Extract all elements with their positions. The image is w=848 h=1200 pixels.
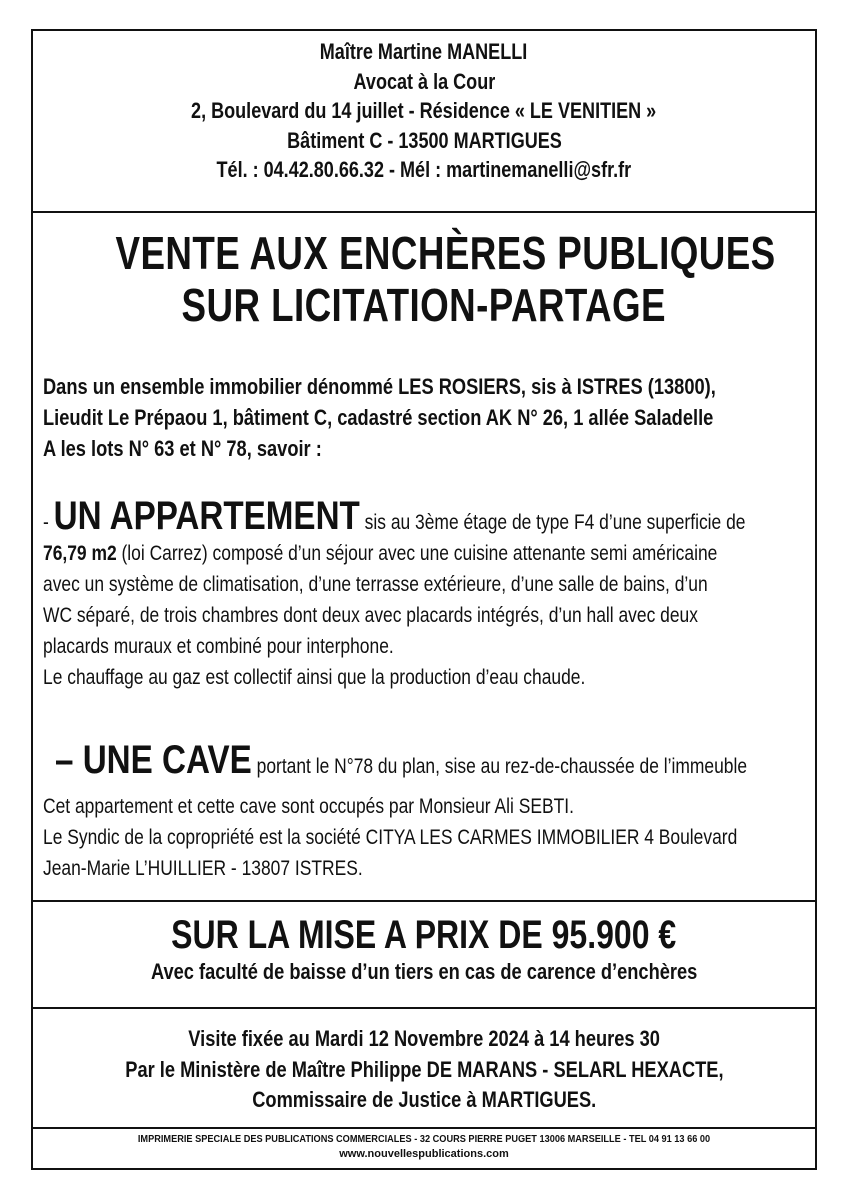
visit-date: Visite fixée au Mardi 12 Novembre 2024 à 14 heures 30 — [188, 1026, 660, 1051]
cellar-description — [55, 738, 848, 782]
visit-officer-title: Commissaire de Justice à MARTIGUES. — [251, 1087, 597, 1112]
cellar-dash: – — [55, 738, 83, 782]
cellar-rest: portant le N°78 du plan, sise au rez-de-chaussée de l’immeuble — [251, 755, 748, 778]
intro-line1: Dans un ensemble immobilier dénommé LES ROSIERS, sis à ISTRES (13800), — [43, 374, 716, 399]
apartment-line4: WC séparé, de trois chambres dont deux avec placards intégrés, d’un hall avec deux — [43, 604, 698, 627]
starting-price-amount: SUR LA MISE A PRIX DE 95.900 € — [171, 913, 677, 957]
lawyer-header — [33, 37, 815, 185]
divider-visit-top — [33, 1007, 815, 1009]
apartment-description — [43, 494, 848, 693]
occupation-line2: Le Syndic de la copropriété est la société CITYA LES CARMES IMMOBILIER 4 Boulevard — [43, 826, 738, 849]
apartment-dash: - — [43, 511, 54, 534]
starting-price-condition: Avec faculté de baisse d’un tiers en cas de carence d’enchères — [150, 959, 698, 984]
lawyer-name: Maître Martine MANELLI — [320, 39, 528, 64]
intro-line2: Lieudit Le Prépaou 1, bâtiment C, cadastré section AK N° 26, 1 allée Saladelle — [43, 405, 714, 430]
cellar-heading: UNE CAVE — [82, 738, 252, 782]
starting-price — [33, 913, 815, 987]
visit-officer: Par le Ministère de Maître Philippe DE MARANS - SELARL HEXACTE, — [124, 1056, 724, 1082]
sale-title-line2: SUR LICITATION-PARTAGE — [181, 279, 667, 331]
occupation-line3: Jean-Marie L’HUILLIER - 13807 ISTRES. — [43, 857, 363, 880]
printer-footer — [33, 1133, 815, 1161]
apartment-heading: UN APPARTEMENT — [53, 494, 360, 538]
apartment-line6: Le chauffage au gaz est collectif ainsi que la production d’eau chaude. — [43, 666, 586, 689]
apartment-line2-rest: (loi Carrez) composé d’un séjour avec une cuisine attenante semi américaine — [116, 542, 718, 565]
printer-website-link[interactable]: www.nouvellespublications.com — [339, 1148, 509, 1160]
visit-info — [33, 1024, 815, 1116]
apartment-line5: placards muraux et combiné pour interphone. — [43, 635, 394, 658]
apartment-line3: avec un système de climatisation, d’une terrasse extérieure, d’une salle de bains, d’un — [43, 573, 708, 596]
printer-info: IMPRIMERIE SPECIALE DES PUBLICATIONS COMMERCIALES - 32 COURS PIERRE PUGET 13006 MARSEILLE - TEL 04 91 13 66 00 — [137, 1134, 711, 1145]
sale-title-line1: VENTE AUX ENCHÈRES PUBLIQUES — [115, 227, 776, 279]
apartment-line1 — [43, 494, 746, 538]
intro-line3: A les lots N° 63 et N° 78, savoir : — [43, 436, 322, 461]
apartment-line2 — [43, 538, 745, 569]
divider-price-top — [33, 900, 815, 902]
sale-title — [33, 227, 815, 331]
lawyer-address-line1: 2, Boulevard du 14 juillet - Résidence « LE VENITIEN » — [191, 98, 657, 123]
occupation-info — [43, 791, 848, 884]
divider-header — [33, 211, 815, 213]
cellar-line — [55, 738, 748, 782]
apartment-surface: 76,79 m2 — [43, 542, 117, 565]
lawyer-contact: Tél. : 04.42.80.66.32 - Mél : martinemanelli@sfr.fr — [216, 157, 632, 182]
occupation-line1: Cet appartement et cette cave sont occupés par Monsieur Ali SEBTI. — [43, 795, 574, 818]
lawyer-role: Avocat à la Cour — [353, 68, 495, 94]
apartment-line1-rest: sis au 3ème étage de type F4 d’une superficie de — [359, 511, 746, 534]
notice-frame — [31, 29, 817, 1170]
divider-footer — [33, 1127, 815, 1129]
property-intro — [43, 371, 848, 464]
lawyer-address-line2: Bâtiment C - 13500 MARTIGUES — [286, 127, 562, 153]
